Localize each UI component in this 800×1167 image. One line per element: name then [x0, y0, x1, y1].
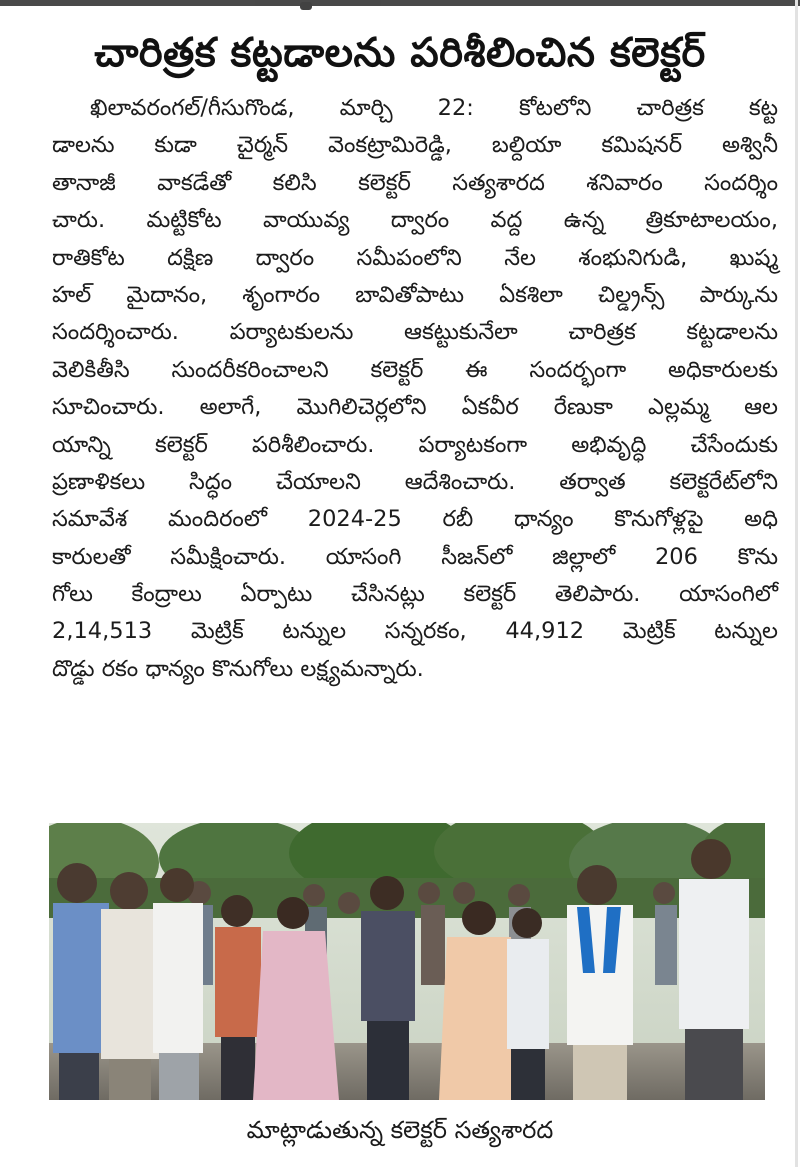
body-line: ఖిలావరంగల్/గీసుగొండ, మార్చి 22: కోటలోని చారిత్రక కట్ట — [90, 95, 778, 121]
body-line: రాతికోట దక్షిణ ద్వారం సమీపంలోని నేల శంభునిగుడి, ఖుష్మ — [52, 244, 778, 271]
body-line: చారు. మట్టికోట వాయువ్య ద్వారం వద్ద ఉన్న త్రికూటాలయం, — [52, 207, 778, 234]
previous-article-fragment — [300, 2, 312, 10]
previous-article-strip — [0, 0, 800, 12]
body-line: వెలికితీసి సుందరీకరించాలని కలెక్టర్ ఈ సందర్భంగా అధికారులకు — [52, 356, 778, 383]
body-line: కారులతో సమీక్షించారు. యాసంగి సీజన్‌లో జిల్లాలో 206 కొను — [52, 543, 778, 570]
body-line: దొడ్డు రకం ధాన్యం కొనుగోలు లక్ష్యమన్నారు. — [52, 655, 424, 682]
body-line: హల్ మైదానం, శృంగారం బావితోపాటు ఏకశిలా చిల్డ్రన్స్ పార్కును — [52, 281, 778, 308]
body-line: సమావేశ మందిరంలో 2024-25 రబీ ధాన్యం కొనుగోళ్లపై అధి — [52, 506, 778, 533]
body-line: యాన్ని కలెక్టర్ పరిశీలించారు. పర్యాటకంగా అభివృద్ధి చేసేందుకు — [52, 431, 778, 458]
body-line: సందర్శించారు. పర్యాటకులను ఆకట్టుకునేలా చారిత్రక కట్టడాలను — [52, 319, 778, 346]
body-line: ప్రణాళికలు సిద్ధం చేయాలని ఆదేశించారు. తర్వాత కలెక్టరేట్‌లోని — [52, 468, 778, 495]
group-photo-illustration — [49, 823, 765, 1100]
article-body — [52, 90, 778, 688]
body-line: తానాజీ వాకడేతో కలిసి కలెక్టర్ సత్యశారద శనివారం సందర్శిం — [52, 169, 778, 196]
page-edge — [795, 0, 798, 1167]
article-headline: చారిత్రక కట్టడాలను పరిశీలించిన కలెక్టర్ — [94, 30, 706, 76]
body-line: సూచించారు. అలాగే, మొగిలిచెర్లలోని ఏకవీర రేణుకా ఎల్లమ్మ ఆల — [52, 394, 778, 421]
body-line: 2,14,513 మెట్రిక్ టన్నుల సన్నరకం, 44,912 మెట్రిక్ టన్నుల — [52, 618, 778, 645]
body-line: గోలు కేంద్రాలు ఏర్పాటు చేసినట్లు కలెక్టర్ తెలిపారు. యాసంగిలో — [52, 581, 778, 608]
photo-caption: మాట్లాడుతున్న కలెక్టర్ సత్యశారద — [246, 1116, 554, 1144]
news-photo — [49, 823, 765, 1100]
body-line: డాలను కుడా చైర్మన్ వెంకట్రామిరెడ్డి, బల్దియా కమిషనర్ అశ్వినీ — [52, 132, 778, 159]
